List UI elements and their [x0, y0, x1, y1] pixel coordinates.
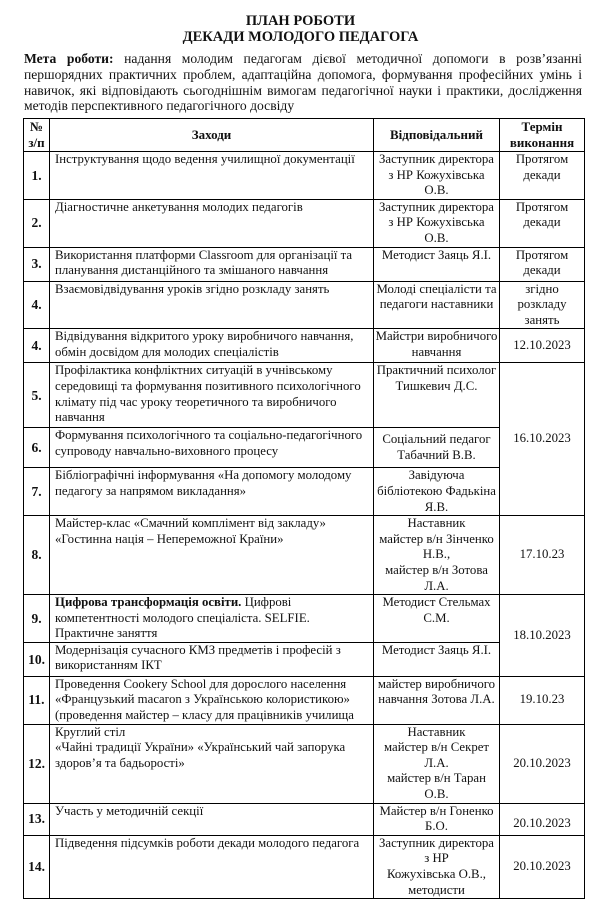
row-responsible: [374, 724, 500, 803]
responsible-line: Заступник директора з НР: [379, 835, 494, 866]
row-activity: Участь у методичній секції: [50, 803, 374, 835]
table-row: [24, 281, 585, 329]
row-term: Протягом декади: [500, 199, 585, 247]
row-number: 11.: [24, 676, 50, 724]
row-responsible: Молоді спеціалісти та педагоги наставники: [374, 281, 500, 329]
row-term: 16.10.2023: [500, 363, 585, 516]
row-activity: Відвідування відкритого уроку виробничого навчання, обмін досвідом для молодих спеціалістів: [50, 329, 374, 363]
row-responsible: Методист Стельмах С.М.: [374, 595, 500, 643]
row-term: Протягом декади: [500, 247, 585, 281]
header-number: № з/п: [24, 119, 50, 152]
row-responsible: Завідуюча бібліотекою Фадькіна Я.В.: [374, 468, 500, 516]
row-activity: Діагностичне анкетування молодих педагогів: [50, 199, 374, 247]
responsible-line: майстер в/н Таран О.В.: [387, 771, 486, 802]
responsible-line: майстер в/н Зотова Л.А.: [385, 562, 488, 593]
table-row: [24, 152, 585, 200]
row-responsible: майстер виробничого навчання Зотова Л.А.: [374, 676, 500, 724]
activity-bold-title: Цифрова трансформація освіти.: [55, 595, 242, 610]
row-number: 12.: [24, 724, 50, 803]
row-number: 8.: [24, 516, 50, 595]
row-activity: [50, 595, 374, 643]
row-term: 19.10.23: [500, 676, 585, 724]
goal-label: Мета роботи:: [24, 51, 114, 66]
responsible-line: Наставник: [407, 724, 466, 739]
responsible-line: методисти: [408, 882, 465, 897]
row-term: 20.10.2023: [500, 835, 585, 898]
row-number: 14.: [24, 835, 50, 898]
table-row: [24, 724, 585, 803]
row-number: 4.: [24, 281, 50, 329]
row-number: 13.: [24, 803, 50, 835]
table-row: [24, 516, 585, 595]
row-term: 17.10.23: [500, 516, 585, 595]
table-row: [24, 363, 585, 428]
row-activity: Підведення підсумків роботи декади молодого педагога: [50, 835, 374, 898]
row-number: 6.: [24, 428, 50, 468]
row-number: 7.: [24, 468, 50, 516]
row-term: 12.10.2023: [500, 329, 585, 363]
row-activity: Використання платформи Classroom для організації та планування дистанційного та змішаного навчання: [50, 247, 374, 281]
row-activity: Майстер-клас «Смачний комплімент від закладу» «Гостинна нація – Непереможної Країни»: [50, 516, 374, 595]
responsible-line: майстер в/н Зінченко Н.В.,: [379, 531, 494, 562]
table-row: [24, 803, 585, 835]
row-responsible: Методист Заяць Я.І.: [374, 247, 500, 281]
row-activity: Проведення Cookery School для дорослого населення «Французький macaron з Українською колористикою» (проведення майстер – класу для працівників училища: [50, 676, 374, 724]
row-activity: Інструктування щодо ведення училищної документації: [50, 152, 374, 200]
row-responsible: Майстер в/н Гоненко Б.О.: [374, 803, 500, 835]
table-header-row: [24, 119, 585, 152]
row-number: 9.: [24, 595, 50, 643]
header-term: Термін виконання: [500, 119, 585, 152]
header-activity: Заходи: [50, 119, 374, 152]
row-number: 2.: [24, 199, 50, 247]
goal-text: надання молодим педагогам дієвої методичної допомоги в розв’язанні першорядних практичних проблем, адаптаційна допомога, формування професійних умінь і навичок, які відповідають сьогоднішнім вимогам педагогічної науки і практики, дослідження методів перспективного педагогічного досвіду: [24, 51, 582, 114]
responsible-line: майстер в/н Секрет Л.А.: [384, 740, 489, 770]
table-row: [24, 329, 585, 363]
row-responsible: [374, 835, 500, 898]
row-number: 3.: [24, 247, 50, 281]
row-term: 18.10.2023: [500, 595, 585, 677]
row-number: 10.: [24, 642, 50, 676]
goal-paragraph: [24, 51, 582, 114]
row-number: 4.: [24, 329, 50, 363]
row-activity: Модернізація сучасного КМЗ предметів і професій з використанням ІКТ: [50, 642, 374, 676]
row-number: 1.: [24, 152, 50, 200]
row-term: Протягом декади: [500, 152, 585, 200]
row-responsible: Методист Заяць Я.І.: [374, 642, 500, 676]
row-activity: Взаємовідвідування уроків згідно розкладу занять: [50, 281, 374, 329]
table-row: [24, 676, 585, 724]
row-activity: Бібліографічні інформування «На допомогу молодому педагогу за напрямом викладання»: [50, 468, 374, 516]
row-activity: Профілактика конфліктних ситуацій в учнівському середовищі та формування позитивного психологічного клімату під час уроку теоретичного та виробничого навчання: [50, 363, 374, 428]
table-row: [24, 247, 585, 281]
activity-line: «Чайні традиції України» «Український чай запорука здоров’я та бадьорості»: [55, 740, 346, 770]
row-responsible: Майстри виробничого навчання: [374, 329, 500, 363]
activity-text: Цифрові компетентності молодого спеціаліста. SELFIE. Практичне заняття: [55, 595, 310, 641]
row-term: 20.10.2023: [500, 803, 585, 835]
row-activity: [50, 724, 374, 803]
document-subtitle: ДЕКАДИ МОЛОДОГО ПЕДАГОГА: [182, 29, 419, 45]
responsible-line: Кожухівська О.В.,: [387, 867, 486, 881]
row-number: 5.: [24, 363, 50, 428]
activity-line: Круглий стіл: [55, 724, 126, 739]
row-activity: Формування психологічного та соціально-педагогічного супроводу навчально-виховного процесу: [50, 428, 374, 468]
responsible-line: Наставник: [407, 516, 466, 531]
row-term: 20.10.2023: [500, 724, 585, 803]
row-responsible: Заступник директора з НР Кожухівська О.В.: [374, 199, 500, 247]
row-responsible: [374, 516, 500, 595]
row-responsible: Практичний психолог Тишкевич Д.С.: [374, 363, 500, 428]
row-term: згідно розкладу занять: [500, 281, 585, 329]
document-title: ПЛАН РОБОТИ: [245, 13, 356, 29]
plan-table: [23, 118, 585, 899]
row-responsible: Заступник директора з НР Кожухівська О.В.: [374, 152, 500, 200]
table-row: [24, 595, 585, 643]
table-row: [24, 835, 585, 898]
row-responsible: Соціальний педагог Табачний В.В.: [374, 428, 500, 468]
table-row: [24, 199, 585, 247]
header-responsible: Відповідальний: [374, 119, 500, 152]
